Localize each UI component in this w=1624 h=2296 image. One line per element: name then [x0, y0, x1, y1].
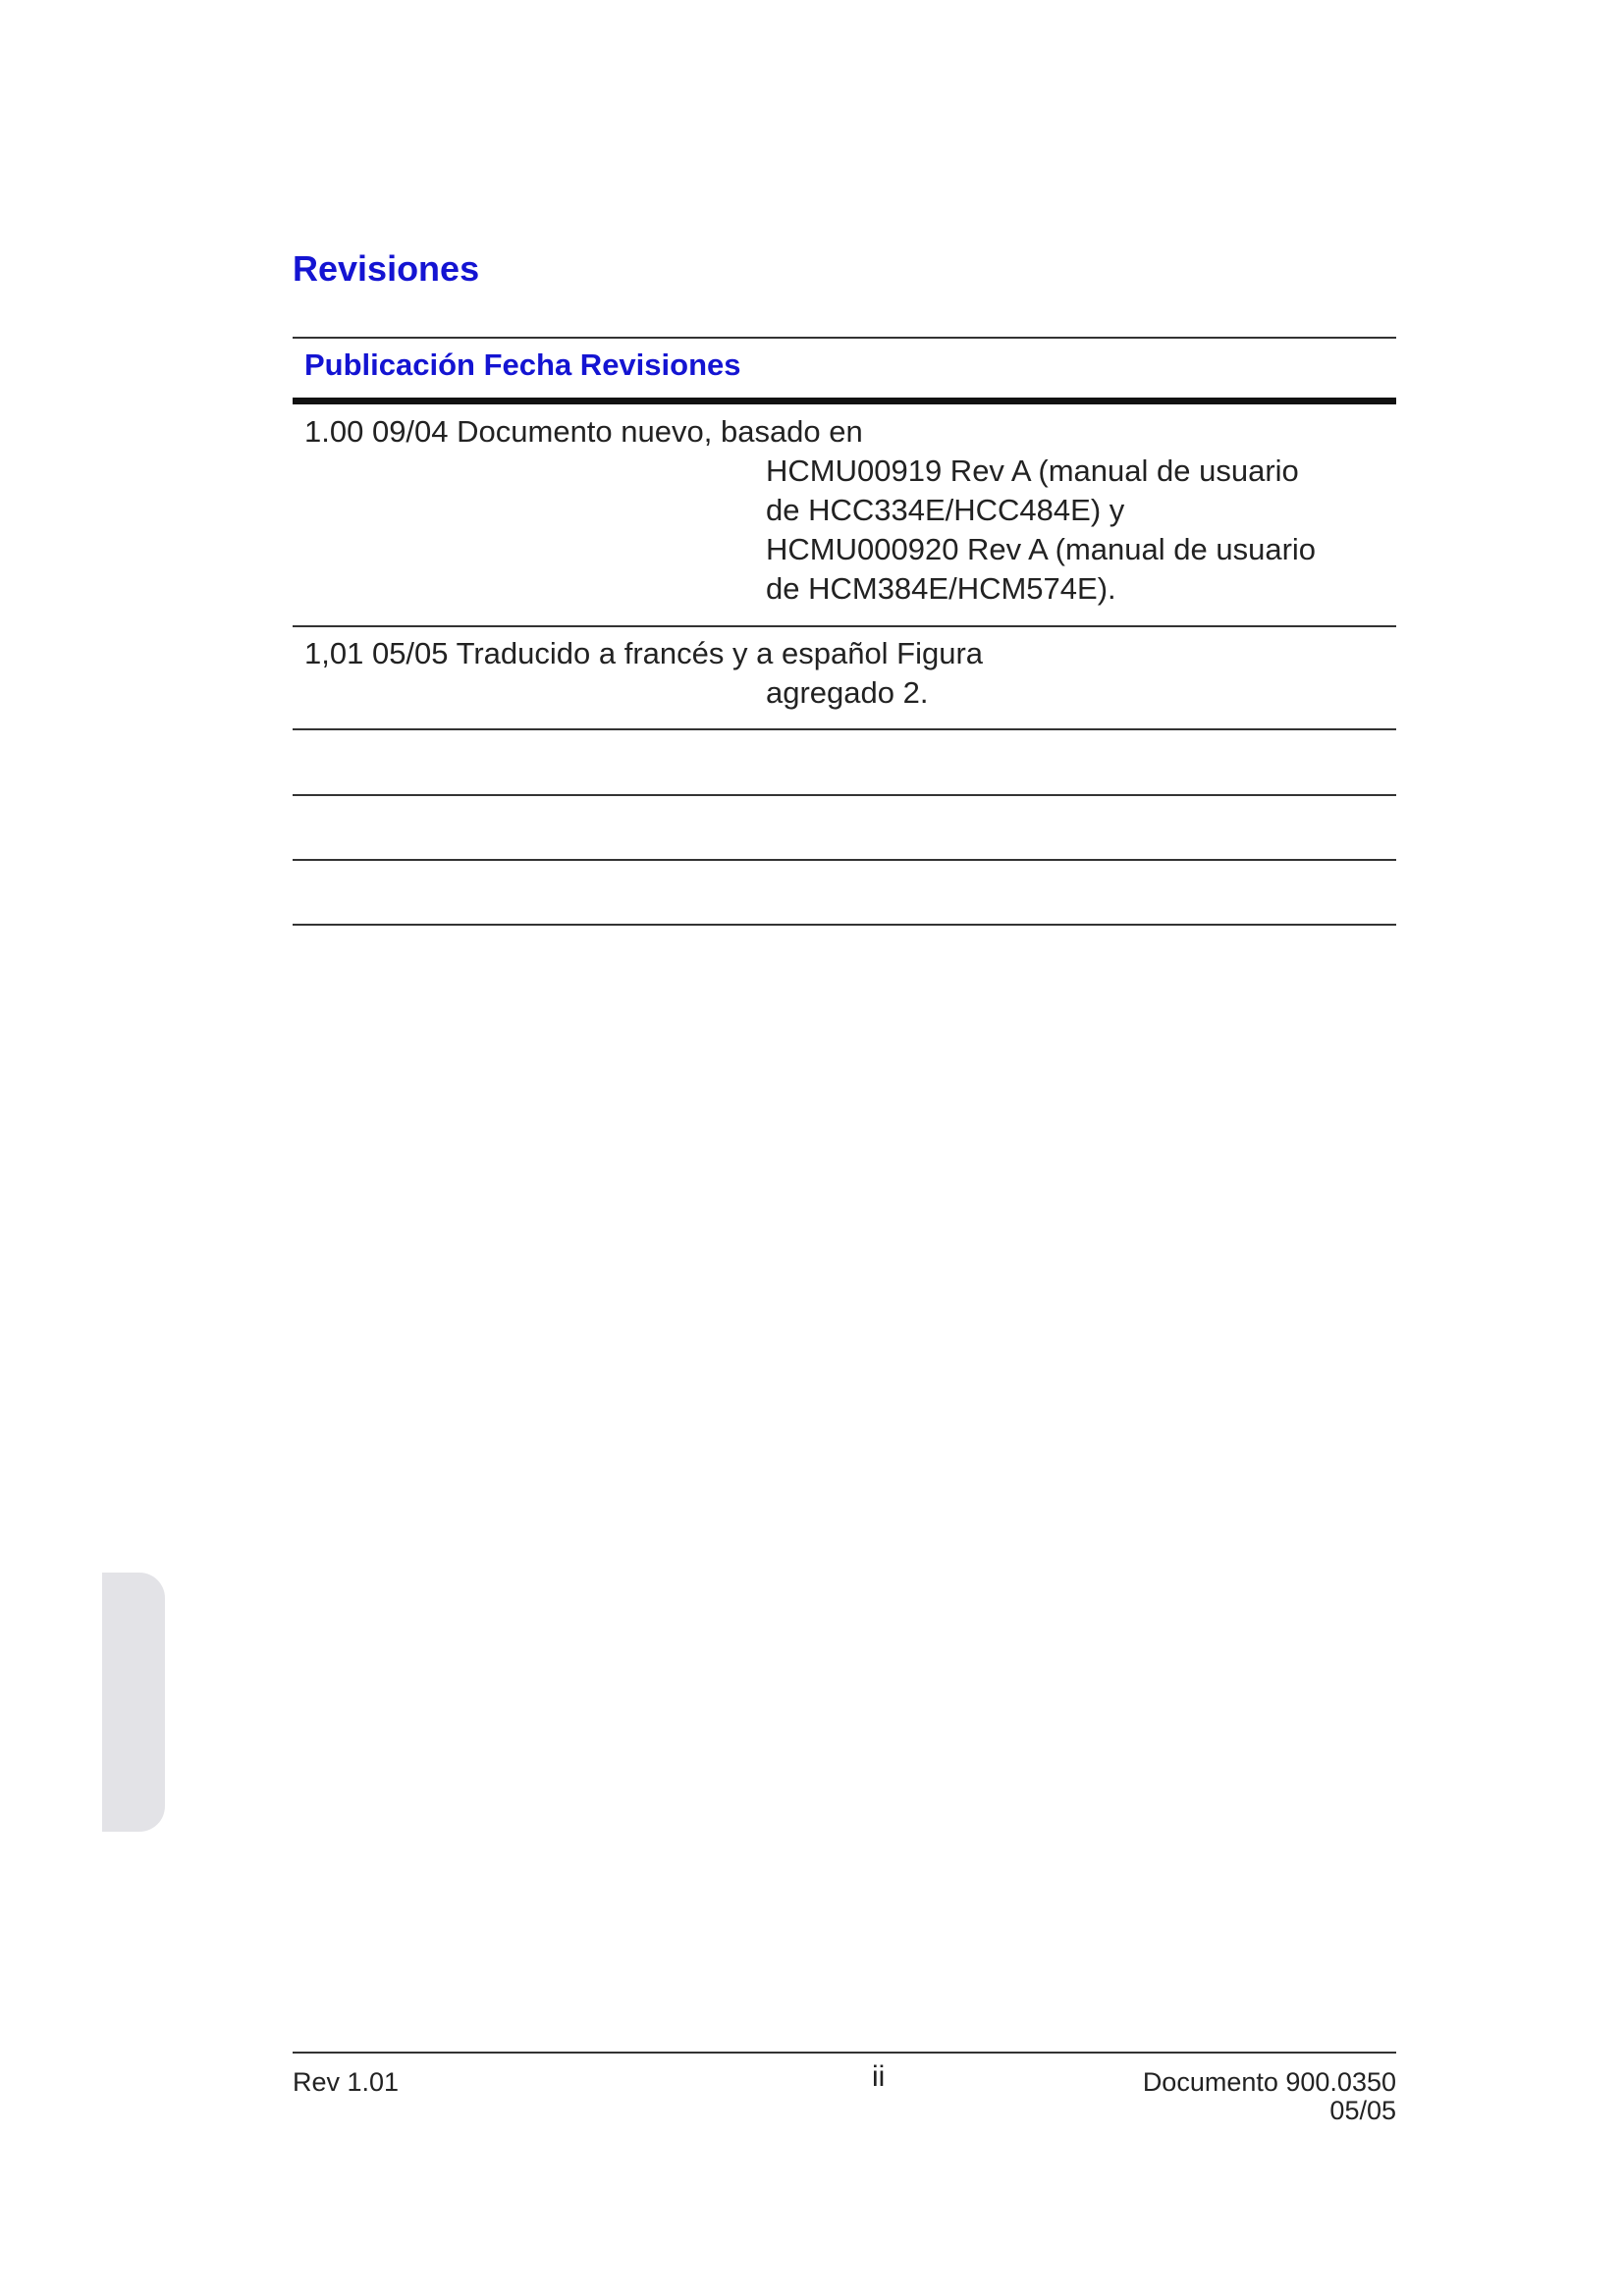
table-bottom-rule — [293, 924, 1396, 926]
section-thumb-tab — [102, 1573, 165, 1832]
table-row-2-line-2: agregado 2. — [766, 675, 929, 710]
footer-page-number: ii — [872, 2060, 886, 2093]
table-row-divider — [293, 728, 1396, 730]
table-header-rule — [293, 398, 1396, 404]
table-row-1-line-2: HCMU00919 Rev A (manual de usuario — [766, 454, 1299, 488]
table-row-divider — [293, 859, 1396, 861]
table-row-divider — [293, 794, 1396, 796]
table-row-1-lead: 1.00 09/04 Documento nuevo, basado en — [304, 414, 863, 449]
table-header: Publicación Fecha Revisiones — [304, 347, 741, 382]
table-row-1-line-4: HCMU000920 Rev A (manual de usuario — [766, 532, 1317, 566]
footer-document-date: 05/05 — [1329, 2096, 1396, 2125]
table-row-1-line-5: de HCM384E/HCM574E). — [766, 571, 1116, 606]
table-row-2-lead: 1,01 05/05 Traducido a francés y a español Figura — [304, 636, 984, 670]
footer-revision: Rev 1.01 — [293, 2067, 400, 2097]
page-title: Revisiones — [293, 248, 480, 289]
table-row-divider — [293, 625, 1396, 627]
footer-rule — [293, 2052, 1396, 2054]
footer-document-number: Documento 900.0350 — [1142, 2067, 1396, 2097]
table-top-rule — [293, 337, 1396, 339]
table-row-1-line-3: de HCC334E/HCC484E) y — [766, 493, 1125, 527]
